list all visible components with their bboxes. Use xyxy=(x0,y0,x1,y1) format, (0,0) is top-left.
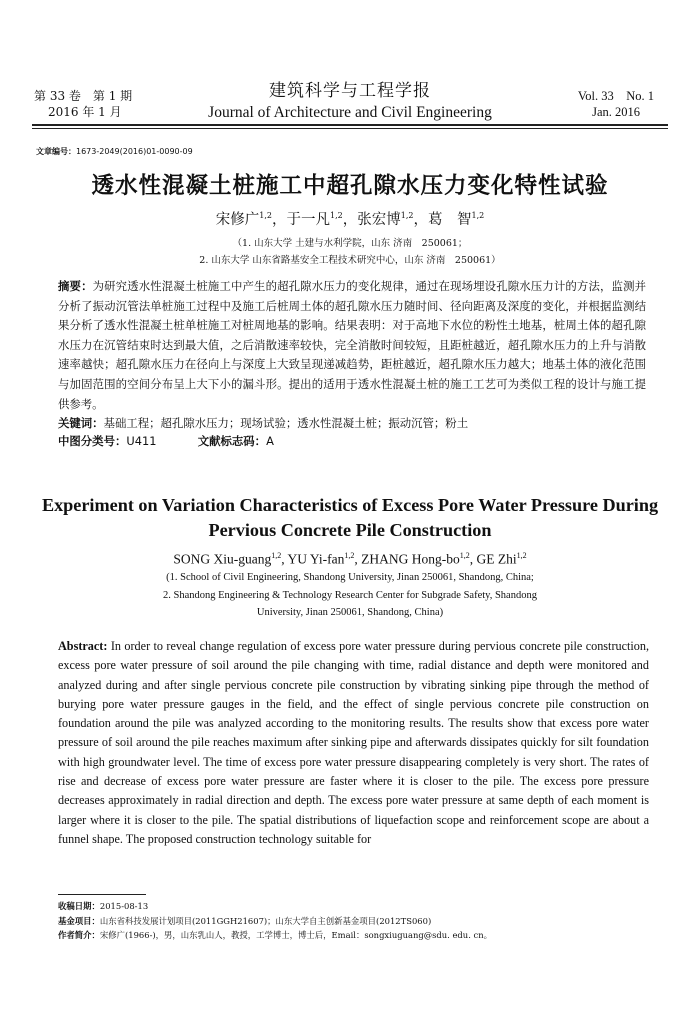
header-vol-issue-cn: 第 33 卷 第 1 期 xyxy=(34,89,133,103)
header-rule-thin xyxy=(32,128,668,129)
abstract-cn-text: 为研究透水性混凝土桩施工中产生的超孔隙水压力的变化规律，通过在现场埋设孔隙水压力计的方法，监测并分析了振动沉管法单桩施工过程中及施工后桩周土体的超孔隙水压力随时间、径向距离及深度的变化，并根据监测结果分析了透水性混凝土桩单桩施工对桩周地基的影响。结果表明：对于高地下水位的粉性土地基，桩周土体的超孔隙水压力在沉管结束时达到最大值，之后消散速率较快，完全消散时间较短，且距桩越近，超孔隙水压力的上升与消散速率越快；超孔隙水压力在径向上与深度上大致呈现递减趋势，距桩越近，超孔隙水压力越大；地基土体的液化范围与加固范围的空间分布呈上大下小的漏斗形。提出的适用于透水性混凝土桩的施工工艺可为类似工程的设计与施工提供参考。 xyxy=(58,279,646,411)
author-separator: , xyxy=(281,551,288,567)
affiliation-en-3: University, Jinan 250061, Shandong, China) xyxy=(256,607,444,618)
paper-title-cn: 透水性混凝土桩施工中超孔隙水压力变化特性试验 xyxy=(91,173,609,199)
footnote-received xyxy=(58,899,658,914)
header-rule-thick xyxy=(32,124,668,126)
header-volume-en xyxy=(578,88,654,120)
classification-cn xyxy=(58,433,274,449)
author-cn: 宋修广 xyxy=(215,212,260,228)
affiliation-en-2: 2. Shandong Engineering & Technology Research Center for Subgrade Safety, Shandong xyxy=(163,590,537,601)
abstract-en-text: In order to reveal change regulation of excess pore water pressure during pervious concrete pile construction, excess pore water pressure of soil around the pile changing with time, radial distance and depth were monitored and analyzed during and after single pervious concrete pile construction by vibrating sinking pipe through the method of burying pore water pressure gauges in the field, and the effect of single pervious concrete pile construction on foundation around the pile was analyzed according to the monitoring results. The results show that excess pore water pressure of soil around the pile reaches maximum after sinking pipe and afterwards dissipates quickly for silt foundation with high groundwater level. The time of excess pore water pressure disappearing completely is very short. The rates of rise and decrease of excess pore water pressure are faster where it is closer to the pile. The excess pore pressure decreases approximately in radial direction and depth. The excess pore water pressure at same depth of each moment is larger where it is closer to the pile. The spatial distributions of liquefaction scope and reinforcement scope are about a funnel shape. The proposed construction technology suitable for xyxy=(58,639,650,846)
author-affiliation-mark: 1,2 xyxy=(259,211,273,221)
author-separator: ， xyxy=(342,212,358,228)
footnote-text: 山东省科技发展计划项目(2011GGH21607)；山东大学自主创新基金项目(2012TS060) xyxy=(99,915,432,926)
keywords-cn xyxy=(58,415,658,431)
doc-code-value: A xyxy=(266,434,274,448)
author-affiliation-mark: 1,2 xyxy=(471,211,485,221)
article-number xyxy=(36,146,193,157)
author-list-cn xyxy=(0,208,700,229)
author-en: YU Yi-fan xyxy=(287,551,345,567)
author-affiliation-mark: 1,2 xyxy=(459,551,470,560)
keywords-cn-text: 基础工程；超孔隙水压力；现场试验；透水性混凝土桩；振动沉管；粉土 xyxy=(103,416,469,430)
author-separator: ， xyxy=(272,212,287,228)
author-affiliation-mark: 1,2 xyxy=(400,211,414,221)
footnote-label: 收稿日期： xyxy=(58,901,100,911)
abstract-cn-label: 摘要： xyxy=(58,279,93,293)
author-cn: 葛 智 xyxy=(427,212,472,228)
author-separator: , xyxy=(469,551,477,567)
clc-label: 中图分类号： xyxy=(58,434,127,448)
abstract-en-label: Abstract: xyxy=(58,639,108,653)
journal-name-cn: 建筑科学与工程学报 xyxy=(269,81,431,101)
author-affiliation-mark: 1,2 xyxy=(330,211,343,221)
author-en: GE Zhi xyxy=(476,551,517,567)
journal-name-en: Journal of Architecture and Civil Engineering xyxy=(208,104,492,121)
header-date-en: Jan. 2016 xyxy=(592,105,640,119)
abstract-en xyxy=(58,637,649,849)
author-cn: 于一凡 xyxy=(286,212,331,228)
footnote-text: 宋修广(1966-)，男，山东乳山人，教授，工学博士，博士后，Email：songxiuguang@sdu. edu. cn。 xyxy=(99,930,492,940)
doc-code-label: 文献标志码： xyxy=(197,434,267,448)
author-en: ZHANG Hong-bo xyxy=(361,551,460,567)
footnote-rule xyxy=(58,894,146,895)
header-vol-issue-en: Vol. 33 No. 1 xyxy=(577,89,654,103)
affiliation-cn-2: 2. 山东大学 山东省路基安全工程技术研究中心，山东 济南 250061） xyxy=(199,255,501,266)
header-date-cn: 2016 年 1 月 xyxy=(48,105,122,119)
author-en: SONG Xiu-guang xyxy=(173,551,272,567)
abstract-cn xyxy=(58,277,646,414)
footnote-label: 基金项目： xyxy=(58,915,100,926)
footnotes xyxy=(58,899,658,943)
footnote-funding xyxy=(58,914,658,929)
footnote-label: 作者简介： xyxy=(58,930,100,940)
author-cn: 张宏博 xyxy=(357,212,401,228)
paper-title-en: Experiment on Variation Characteristics of Excess Pore Water Pressure During Pervious Concrete Pile Construction xyxy=(41,495,659,540)
affiliation-en-1: (1. School of Civil Engineering, Shandong University, Jinan 250061, Shandong, China; xyxy=(166,572,534,583)
author-separator: , xyxy=(354,551,362,567)
author-affiliation-mark: 1,2 xyxy=(344,551,355,560)
author-list-en xyxy=(0,551,700,568)
article-number-label: 文章编号： xyxy=(36,147,76,156)
author-affiliation-mark: 1,2 xyxy=(516,551,527,560)
keywords-cn-label: 关键词： xyxy=(58,416,104,430)
footnote-text: 2015-08-13 xyxy=(99,901,149,911)
article-number-value: 1673-2049(2016)01-0090-09 xyxy=(76,147,193,156)
footnote-author-bio xyxy=(58,928,658,943)
author-affiliation-mark: 1,2 xyxy=(271,551,282,560)
clc-value: U411 xyxy=(126,434,157,448)
affiliation-cn-1: （1. 山东大学 土建与水利学院，山东 济南 250061； xyxy=(232,238,468,249)
author-separator: ， xyxy=(413,212,428,228)
